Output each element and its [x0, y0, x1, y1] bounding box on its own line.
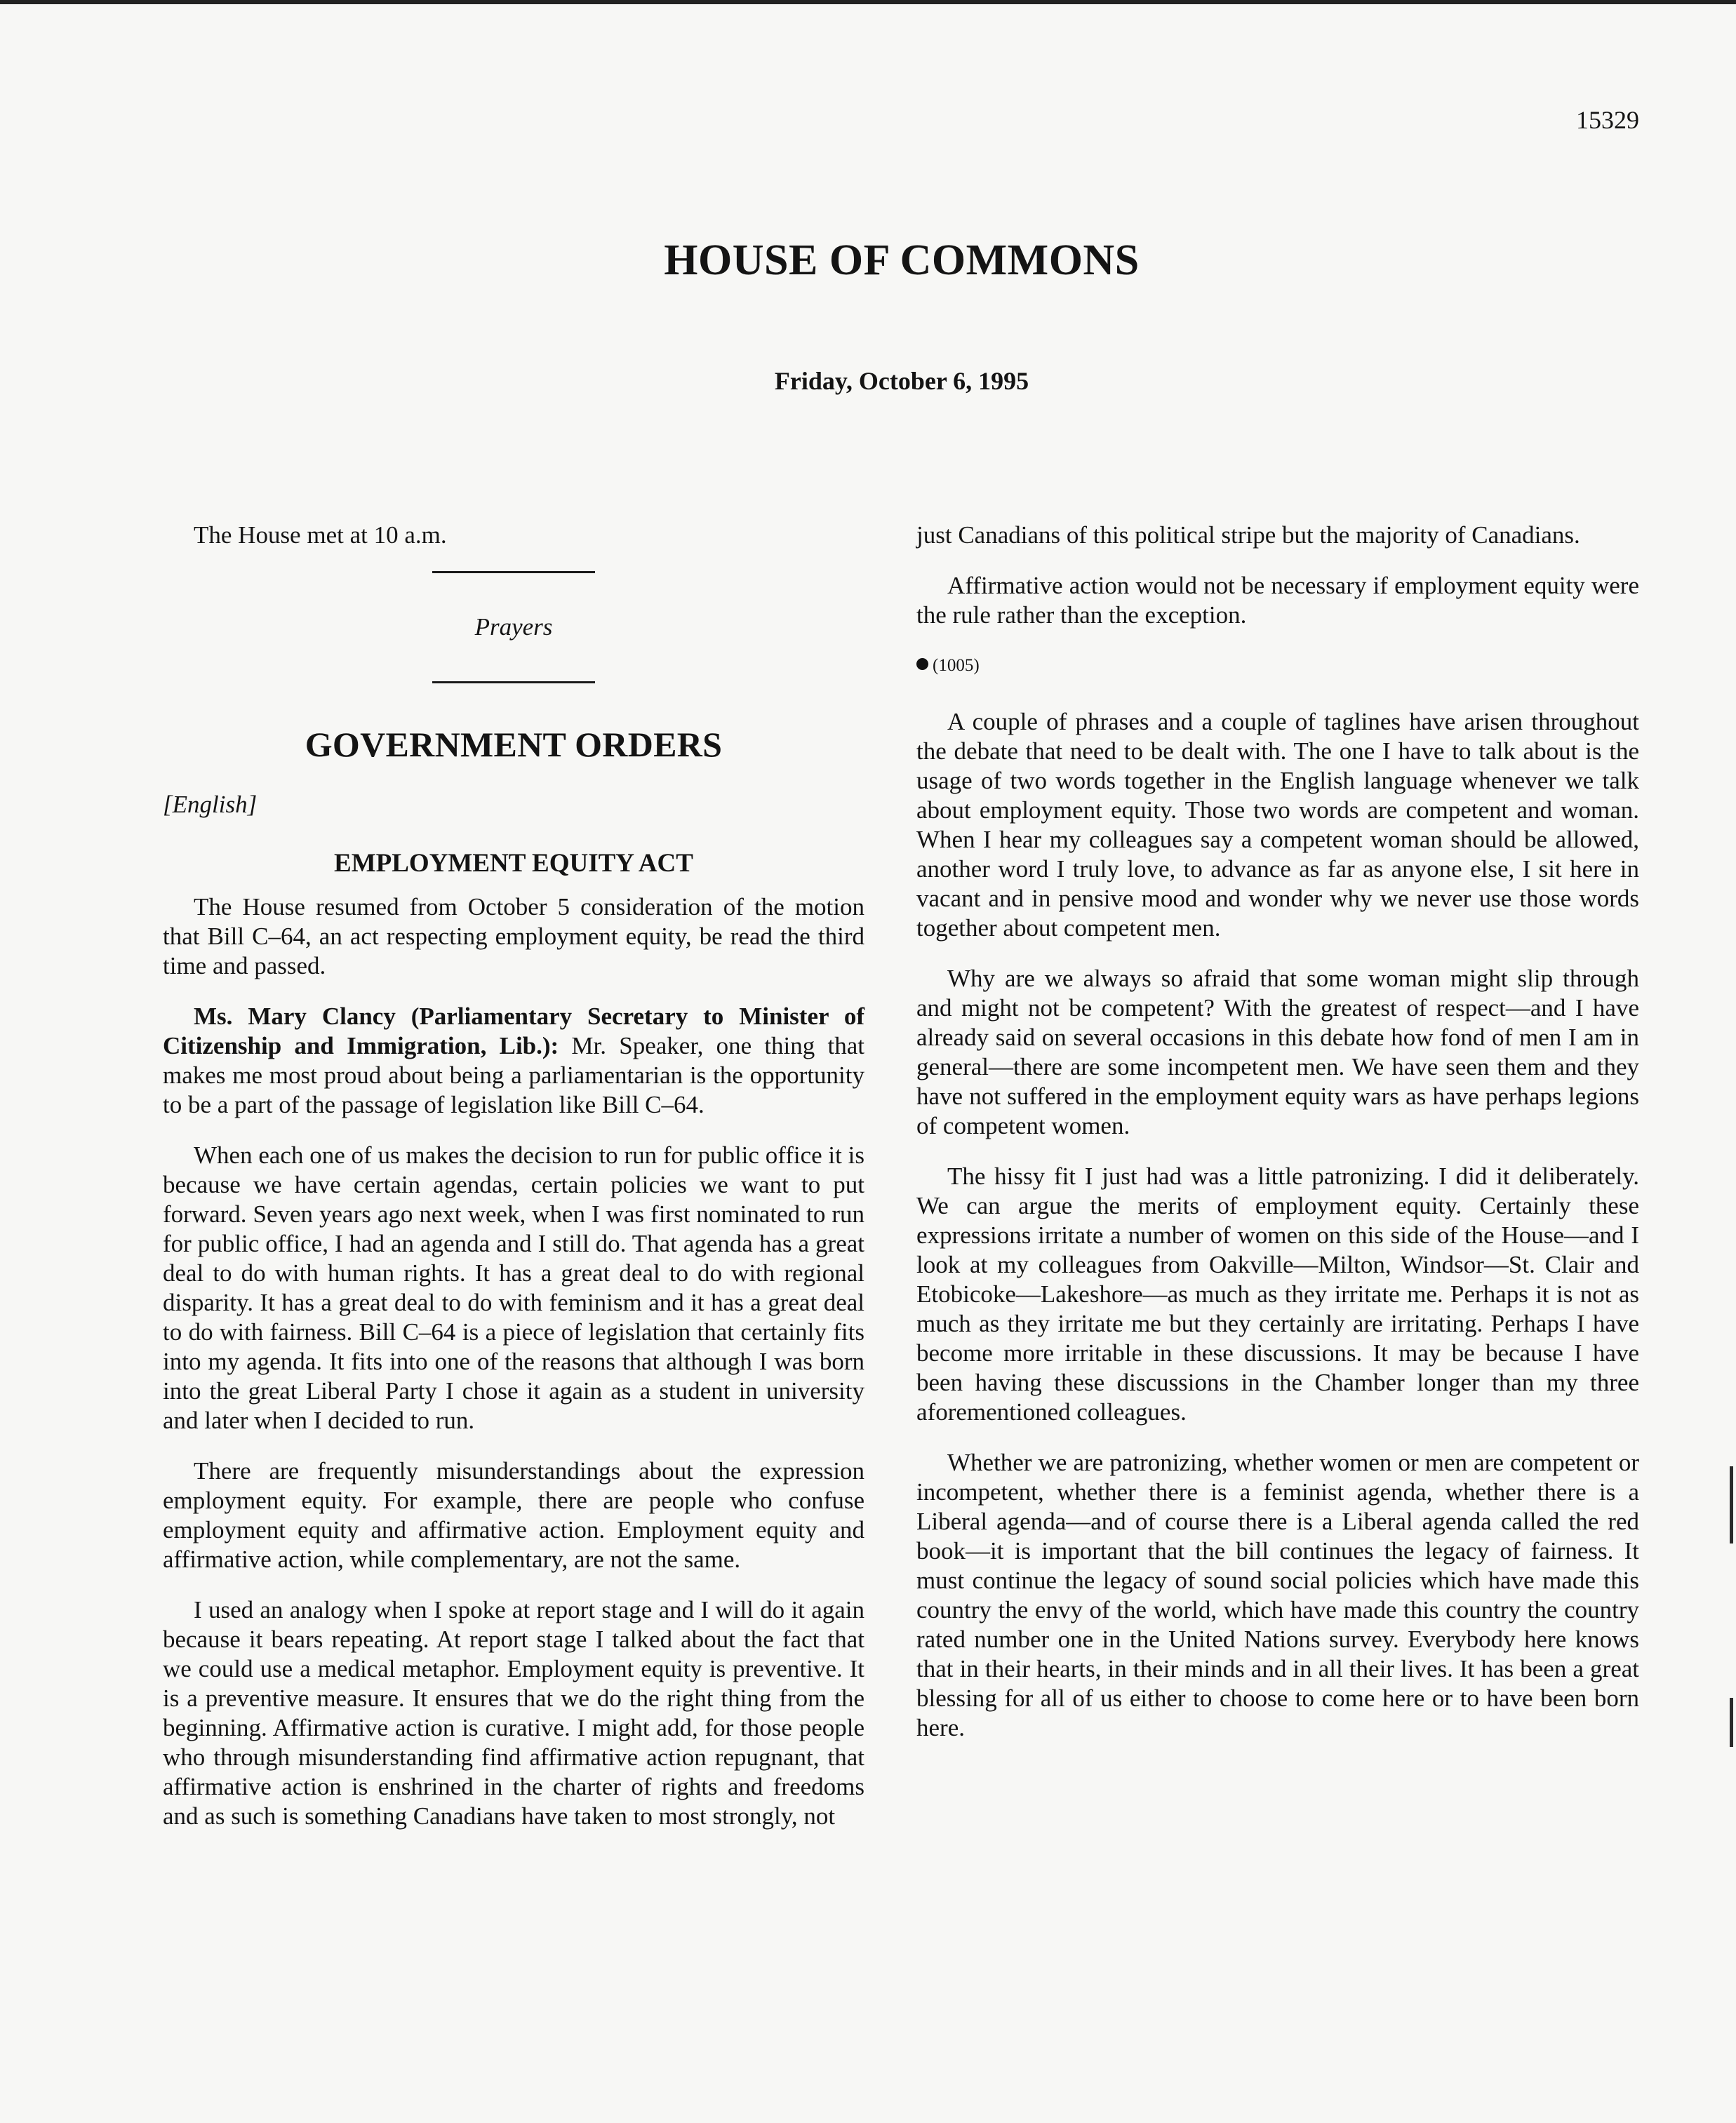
bullet-icon: [916, 658, 928, 670]
left-column: [163, 521, 864, 1852]
paragraph: Why are we always so afraid that some woman might slip through and might not be competent? With the greatest of respect—and I have already said on several occasions in this debate how fond of men I am in general—there are some incompetent men. We have seen them and they have not suffered in the employment equity wars as have perhaps legions of competent women.: [916, 965, 1639, 1139]
page-number: 15329: [1576, 106, 1639, 134]
paragraph: I used an analogy when I spoke at report stage and I will do it again because it bears repeating. At report stage I talked about the fact that we could use a medical metaphor. Employment equity is preventive. It is a preventive measure. It ensures that we do the right thing from the beginning. Affirmative action is curative. I might add, for those people who through misunderstanding find affirmative action repugnant, that affirmative action is enshrined in the charter of rights and freedoms and as such is something Canadians have taken to most strongly, not: [163, 1596, 864, 1830]
sitting-date: Friday, October 6, 1995: [774, 367, 1029, 395]
paragraph: Affirmative action would not be necessary if employment equity were the rule rather than the exception.: [916, 572, 1639, 629]
paragraph: A couple of phrases and a couple of taglines have arisen throughout the debate that need to be dealt with. The one I have to talk about is the usage of two words together in the English language whenever we talk about employment equity. Those two words are competent and woman. When I hear my colleagues say a competent woman should be allowed, another word I truly love, to advance as far as anyone else, I sit here in vacant and in pensive mood and wonder why we never use those words together about competent men.: [916, 708, 1639, 942]
language-marker: [English]: [163, 791, 258, 818]
time-marker: [916, 651, 1639, 681]
paragraph: When each one of us makes the decision to run for public office it is because we have certain agendas, certain policies we want to put forward. Seven years ago next week, when I was first nominated to run for public office, I had an agenda and I still do. That agenda has a great deal to do with human rights. It has a great deal to do with regional disparity. It has a great deal to do with feminism and it has a great deal to do with fairness. Bill C–64 is a piece of legislation that certainly fits into my agenda. It fits into one of the reasons that although I was born into the great Liberal Party I chose it again as a student in university and later when I decided to run.: [163, 1141, 864, 1434]
subsection-heading: EMPLOYMENT EQUITY ACT: [334, 849, 693, 878]
timestamp-text: (1005): [933, 656, 980, 675]
paragraph: Whether we are patronizing, whether women or men are competent or incompetent, whether there is a feminist agenda, whether there is a Liberal agenda—and of course there is a Liberal agenda called the red book—it is important that the bill continues the legacy of fairness. It must continue the legacy of sound social policies which have made this country the envy of the world, which have made this country the country rated number one in the United Nations survey. Everybody here knows that in their hearts, in their minds and in all their lives. It has been a great blessing for all of us either to choose to come here or to have been born here.: [916, 1449, 1639, 1741]
page-top-border: [0, 0, 1736, 4]
section-heading: GOVERNMENT ORDERS: [305, 725, 723, 764]
speech-paragraph: [163, 1002, 864, 1120]
speaker-name: Ms. Mary Clancy (Parliamentary Secretary to Minister of Citizenship and Immigration, Lib.):: [163, 1003, 864, 1059]
paragraph: The House resumed from October 5 consideration of the motion that Bill C–64, an act respecting employment equity, be read the third time and passed.: [163, 893, 864, 979]
speech-text: Mr. Speaker, one thing that makes me most proud about being a parliamentarian is the opportunity to be a part of the passage of legislation like Bill C–64.: [163, 1032, 864, 1118]
scan-edge-mark: [1730, 1466, 1733, 1543]
right-column: [916, 521, 1639, 1764]
page-title: HOUSE OF COMMONS: [664, 236, 1140, 284]
paragraph: The hissy fit I just had was a little patronizing. I did it deliberately. We can argue the merits of employment equity. Certainly these expressions irritate a number of women on this side of the House—and I look at my colleagues from Oakville—Milton, Windsor—St. Clair and Etobicoke—Lakeshore—as much as they irritate me. Perhaps it is not as much as they irritate me but they certainly are irritating. Perhaps I have become more irritable in these discussions. It may be because I have been having these discussions in the Chamber longer than my three aforementioned colleagues.: [916, 1163, 1639, 1426]
prayers-heading: Prayers: [474, 613, 553, 641]
paragraph: There are frequently misunderstandings about the expression employment equity. For example, there are people who confuse employment equity and affirmative action. Employment equity and affirmative action, while complementary, are not the same.: [163, 1457, 864, 1573]
paragraph: just Canadians of this political stripe but the majority of Canadians.: [916, 521, 1580, 549]
scan-edge-mark: [1730, 1698, 1733, 1747]
sitting-opening: The House met at 10 a.m.: [194, 521, 447, 549]
divider-rule: [432, 571, 595, 573]
divider-rule: [432, 681, 595, 683]
